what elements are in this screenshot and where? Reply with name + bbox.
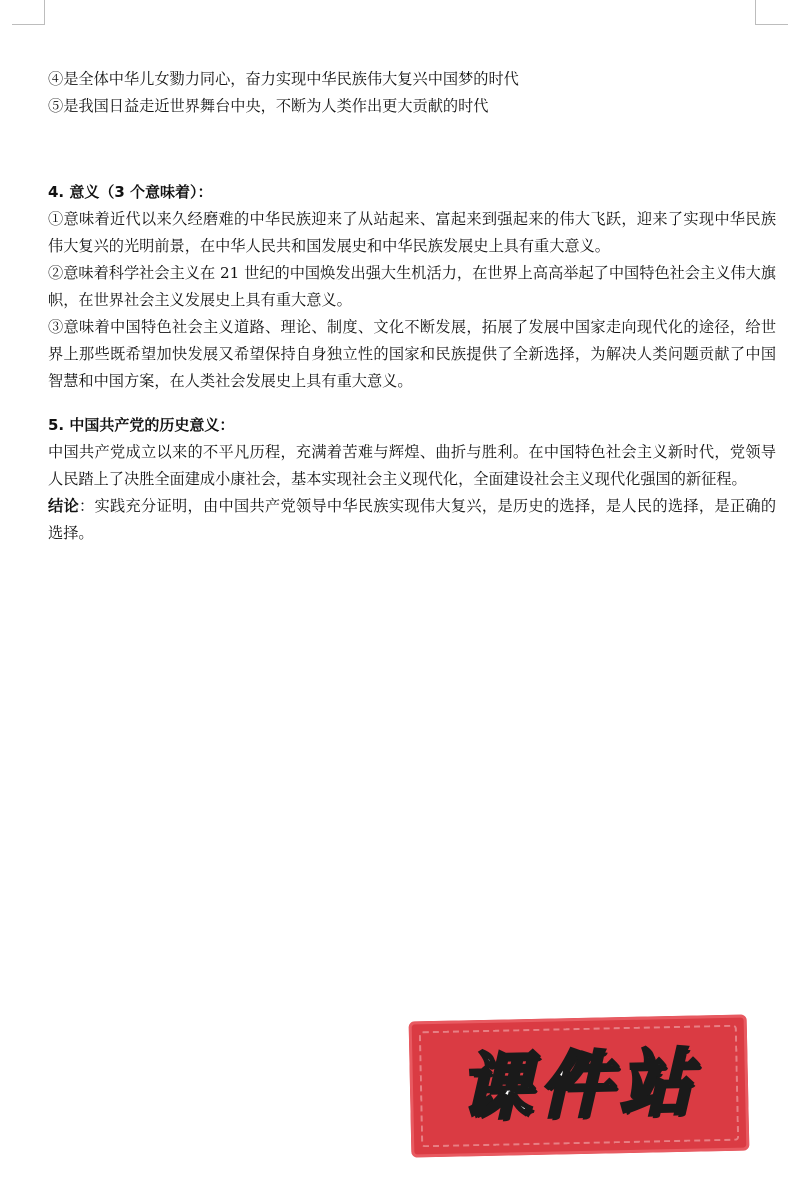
conclusion-label: 结论: [48, 497, 79, 515]
section-4-item-3: ③意味着中国特色社会主义道路、理论、制度、文化不断发展，拓展了发展中国家走向现代化的途径，给世界上那些既希望加快发展又希望保持自身独立性的国家和民族提供了全新选择，为解决人类问题贡献了中国智慧和中国方案，在人类社会发展史上具有重大意义。: [48, 318, 776, 390]
section-4-item-1: ①意味着近代以来久经磨难的中华民族迎来了从站起来、富起来到强起来的伟大飞跃，迎来了实现中华民族伟大复兴的光明前景，在中华人民共和国发展史和中华民族发展史上具有重大意义。: [48, 210, 776, 255]
section-4-heading: 4. 意义（3 个意味着）：: [48, 183, 213, 201]
section-4-item-2: ②意味着科学社会主义在 21 世纪的中国焕发出强大生机活力，在世界上高高举起了中国特色社会主义伟大旗帜，在世界社会主义发展史上具有重大意义。: [48, 264, 776, 309]
watermark-stamp: [409, 1014, 750, 1157]
document-body: [48, 66, 776, 547]
intro-line-4: ④是全体中华儿女勠力同心，奋力实现中华民族伟大复兴中国梦的时代: [48, 70, 519, 88]
watermark-text: 课件站: [458, 1040, 700, 1130]
section-5-heading: 5. 中国共产党的历史意义：: [48, 416, 235, 434]
intro-line-5: ⑤是我国日益走近世界舞台中央，不断为人类作出更大贡献的时代: [48, 97, 489, 115]
page-corner-mark-right: [755, 0, 788, 25]
section-5-conclusion: [48, 493, 776, 547]
page-corner-mark-left: [12, 0, 45, 25]
section-5-body: 中国共产党成立以来的不平凡历程，充满着苦难与辉煌、曲折与胜利。在中国特色社会主义新时代，党领导人民踏上了决胜全面建成小康社会，基本实现社会主义现代化，全面建设社会主义现代化强国的新征程。: [48, 443, 776, 488]
conclusion-text: ：实践充分证明，由中国共产党领导中华民族实现伟大复兴，是历史的选择，是人民的选择，是正确的选择。: [48, 497, 777, 542]
